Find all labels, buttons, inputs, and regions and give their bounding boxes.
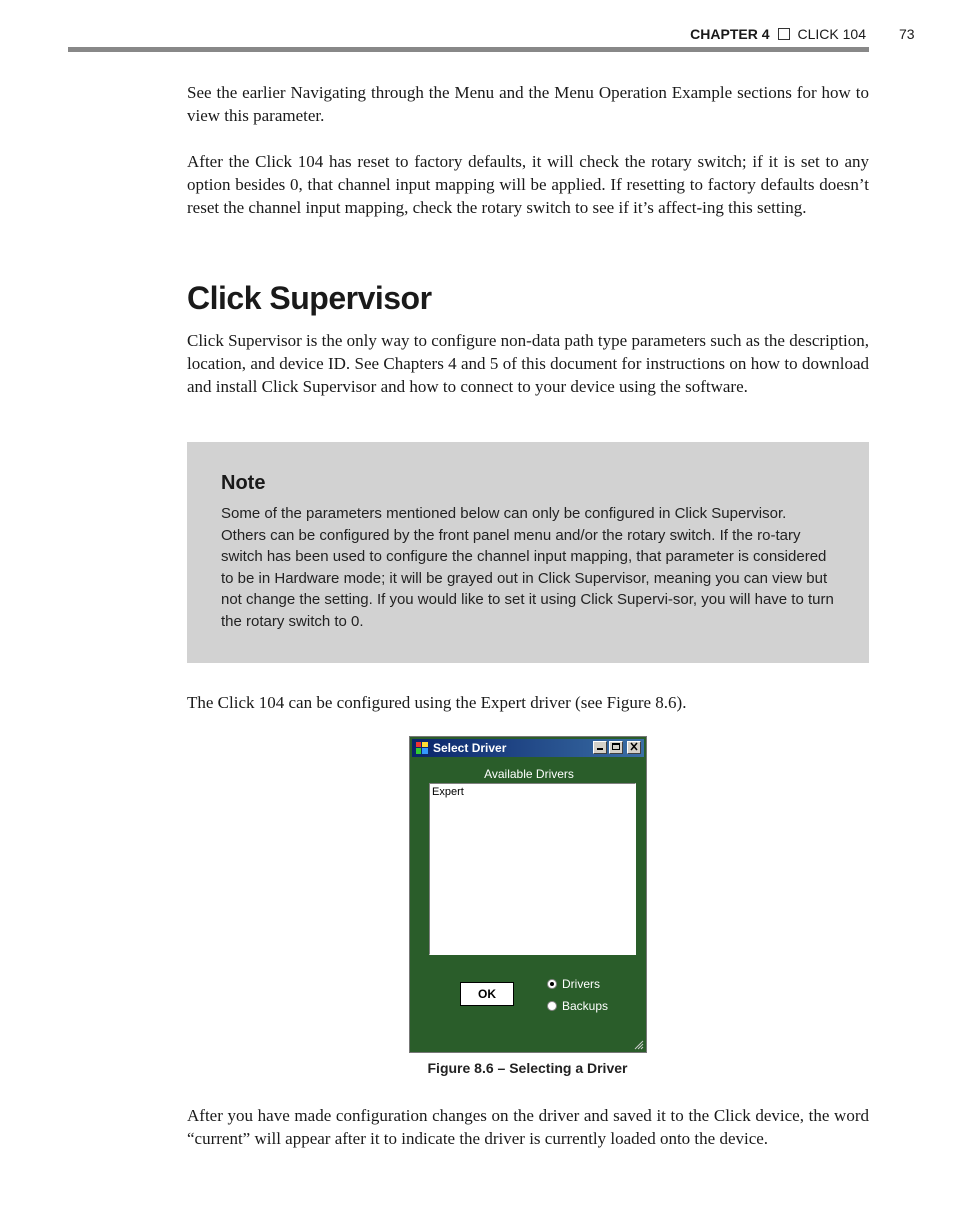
window-titlebar[interactable] — [412, 739, 644, 757]
close-icon — [629, 742, 639, 751]
minimize-button[interactable] — [593, 741, 607, 754]
maximize-icon — [611, 742, 621, 751]
select-driver-window — [409, 736, 647, 1053]
config-paragraph: The Click 104 can be configured using the Expert driver (see Figure 8.6). — [187, 693, 687, 712]
note-body: Some of the parameters mentioned below can only be configured in Click Supervisor. Others can be configured by the front panel menu and/or the rotary switch. If the ro-tary switch has been used to configure the channel input mapping, that parameter is considered to be in Hardware mode; it will be grayed out in Click Supervisor, meaning you can view but not change the setting. If you would like to set it using Click Supervi-sor, you will have to turn the rotary switch to 0. — [221, 505, 834, 630]
window-title: Select Driver — [433, 741, 507, 755]
available-drivers-label: Available Drivers — [484, 767, 574, 781]
radio-backups-label: Backups — [562, 999, 609, 1013]
resize-grip-icon[interactable] — [632, 1038, 644, 1050]
list-item[interactable]: Expert — [432, 786, 464, 798]
chapter-heading — [690, 26, 866, 42]
running-header — [0, 26, 954, 46]
radio-backups[interactable] — [547, 999, 608, 1013]
radio-unselected-icon — [547, 1001, 557, 1011]
radio-selected-icon — [547, 979, 557, 989]
box-separator-icon — [778, 28, 790, 40]
page-number: 73 — [899, 26, 915, 42]
radio-drivers[interactable] — [547, 977, 600, 991]
intro-paragraph-1: See the earlier Navigating through the Menu and the Menu Operation Example sections for how to view this parameter. — [187, 83, 869, 125]
section-heading: Click Supervisor — [187, 280, 432, 316]
closing-paragraph: After you have made configuration changes on the driver and saved it to the Click device, the word “current” will appear after it to indicate the driver is currently loaded onto the device. — [187, 1106, 869, 1148]
drivers-listbox[interactable] — [429, 783, 636, 955]
note-title: Note — [221, 472, 266, 494]
chapter-label: CHAPTER 4 — [690, 26, 770, 42]
minimize-icon — [595, 742, 605, 751]
close-button[interactable] — [627, 741, 641, 754]
ok-button[interactable]: OK — [460, 982, 514, 1006]
figure-caption: Figure 8.6 – Selecting a Driver — [427, 1060, 628, 1076]
app-icon — [416, 742, 428, 754]
radio-drivers-label: Drivers — [562, 977, 600, 991]
section-paragraph: Click Supervisor is the only way to configure non-data path type parameters such as the description, location, and device ID. See Chapters 4 and 5 of this document for instructions on how to download and install Click Supervisor and how to connect to your device using the software. — [187, 331, 869, 396]
intro-paragraph-2: After the Click 104 has reset to factory defaults, it will check the rotary switch; if it is set to any option besides 0, that channel input mapping will be applied. If resetting to factory defaults doesn’t reset the channel input mapping, check the rotary switch to see if it’s affect-ing this setting. — [187, 152, 869, 217]
chapter-title: CLICK 104 — [797, 26, 866, 42]
note-box — [187, 442, 869, 663]
maximize-button[interactable] — [609, 741, 623, 754]
header-rule — [68, 47, 869, 52]
